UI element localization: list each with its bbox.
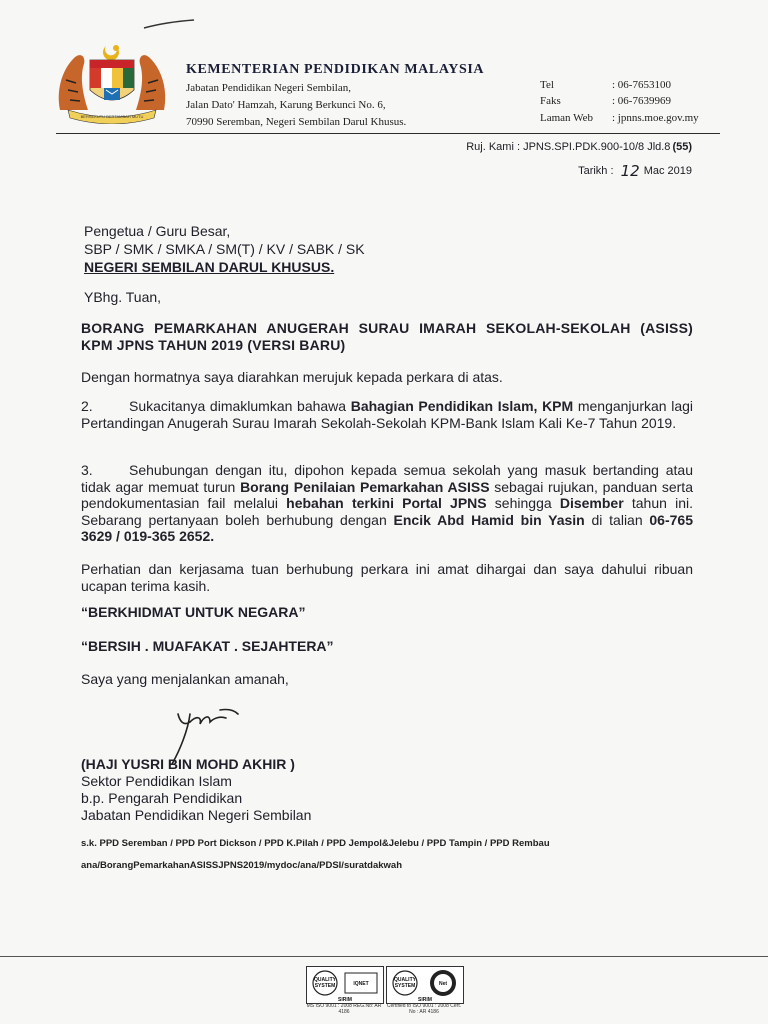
para-text: Sukacitanya dimaklumkan bahawa (129, 398, 351, 414)
address-line: Jalan Dato' Hamzah, Karung Berkunci No. 6, (186, 99, 386, 111)
footer-divider (0, 956, 768, 957)
closing-line: Saya yang menjalankan amanah, (81, 671, 289, 687)
date-day-handwritten: 12 (620, 162, 640, 180)
iso-certificate-logo (386, 966, 464, 1004)
para-number: 3. (81, 462, 93, 478)
tel-value: : 06-7653100 (612, 79, 671, 91)
para-bold: Bahagian Pendidikan Islam, KPM (350, 398, 574, 414)
para-bold: hebahan terkini Portal JPNS (286, 495, 487, 511)
signatory-title: b.p. Pengarah Pendidikan (81, 790, 243, 806)
signatory-title: Sektor Pendidikan Islam (81, 773, 232, 789)
para-text: di talian (584, 511, 650, 528)
signatory-name: (HAJI YUSRI BIN MOHD AKHIR ) (81, 756, 295, 772)
svg-text:SIRIM: SIRIM (338, 997, 352, 1003)
date-month-year: Mac 2019 (643, 165, 692, 177)
svg-text:SYSTEM: SYSTEM (314, 983, 336, 989)
svg-text:SIRIM: SIRIM (418, 997, 432, 1003)
letterhead-divider (56, 133, 720, 134)
fax-value: : 06-7639969 (612, 95, 671, 107)
para-bold: Encik Abd Hamid bin Yasin (393, 511, 585, 528)
file-path: ana/BorangPemarkahanASISSJPNS2019/mydoc/ana/PDSI/suratdakwah (81, 860, 403, 871)
para-bold: Disember (559, 495, 624, 511)
svg-text:IQNET: IQNET (353, 981, 369, 987)
paragraph-3 (81, 462, 693, 545)
certificate-caption: MS ISO 9001 : 2008 REG.No: AR 4186 (306, 1003, 382, 1015)
para-text: sehingga (486, 495, 560, 511)
paragraph-2 (81, 398, 693, 431)
paragraph-4: Perhatian dan kerjasama tuan berhubung perkara ini amat dihargai dan saya dahului ribuan ucapan terima kasih. (81, 561, 693, 594)
para-number: 2. (81, 398, 93, 414)
date-label: Tarikh : (578, 165, 617, 177)
ref-label: Ruj. Kami : (466, 141, 524, 153)
salutation: YBhg. Tuan, (84, 289, 162, 305)
para-text: tahun ini. Sebarang pertanyaan boleh berhubung dengan (81, 495, 693, 528)
svg-text:Net: Net (438, 981, 448, 987)
recipient-state: NEGERI SEMBILAN DARUL KHUSUS. (84, 259, 335, 275)
para-text: sebagai rujukan, panduan serta pendokumentasian fail melalui (81, 478, 693, 511)
svg-text:BERSEKUTU BERTAMBAH MUTU: BERSEKUTU BERTAMBAH MUTU (80, 114, 144, 119)
para-text: menganjurkan lagi Pertandingan Anugerah Surau Imarah Sekolah-Sekolah KPM-Bank Islam Kali Ke-7 Tahun 2019. (81, 398, 693, 431)
ministry-name: KEMENTERIAN PENDIDIKAN MALAYSIA (186, 62, 485, 77)
subject-heading: BORANG PEMARKAHAN ANUGERAH SURAU IMARAH SEKOLAH-SEKOLAH (ASISS) KPM JPNS TAHUN 2019 (VERSI BARU) (81, 320, 693, 353)
pen-mark (140, 14, 200, 34)
para-text: Sehubungan dengan itu, dipohon kepada semua sekolah yang masuk bertanding atau tidak agar memuat turun (81, 462, 693, 495)
website-label: Laman Web (540, 112, 593, 124)
address-line: 70990 Seremban, Negeri Sembilan Darul Khusus. (186, 116, 407, 128)
letter-date (578, 160, 692, 178)
svg-text:QUALITY: QUALITY (314, 977, 336, 983)
website-value: : jpnns.moe.gov.my (612, 112, 699, 124)
ref-handwritten-number: (55) (672, 141, 692, 153)
ref-value: JPNS.SPI.PDK.900-10/8 Jld.8 (523, 141, 671, 153)
address-line: Jabatan Pendidikan Negeri Sembilan, (186, 82, 351, 94)
coat-of-arms-logo (54, 40, 170, 124)
svg-text:QUALITY: QUALITY (394, 977, 416, 983)
motto-2: “BERSIH . MUAFAKAT . SEJAHTERA” (81, 638, 334, 654)
paragraph-1: Dengan hormatnya saya diarahkan merujuk kepada perkara di atas. (81, 369, 503, 385)
recipient-line: SBP / SMK / SMKA / SM(T) / KV / SABK / SK (84, 241, 365, 257)
motto-1: “BERKHIDMAT UNTUK NEGARA” (81, 604, 306, 620)
reference-number (466, 141, 692, 153)
fax-label: Faks (540, 95, 561, 107)
certificate-caption: Certified to ISO 9001 : 2008 Cert. No : AR 4186 (386, 1003, 462, 1015)
para-bold: 06-765 3629 / 019-365 2652. (81, 511, 693, 544)
carbon-copy-list: s.k. PPD Seremban / PPD Port Dickson / PPD K.Pilah / PPD Jempol&Jelebu / PPD Tampin / PPD Rembau (81, 838, 550, 849)
svg-text:SYSTEM: SYSTEM (394, 983, 416, 989)
quality-system-certificate-logo (306, 966, 384, 1004)
signatory-title: Jabatan Pendidikan Negeri Sembilan (81, 807, 312, 823)
recipient-line: Pengetua / Guru Besar, (84, 223, 231, 239)
para-bold: Borang Penilaian Pemarkahan ASISS (240, 478, 490, 495)
tel-label: Tel (540, 79, 554, 91)
